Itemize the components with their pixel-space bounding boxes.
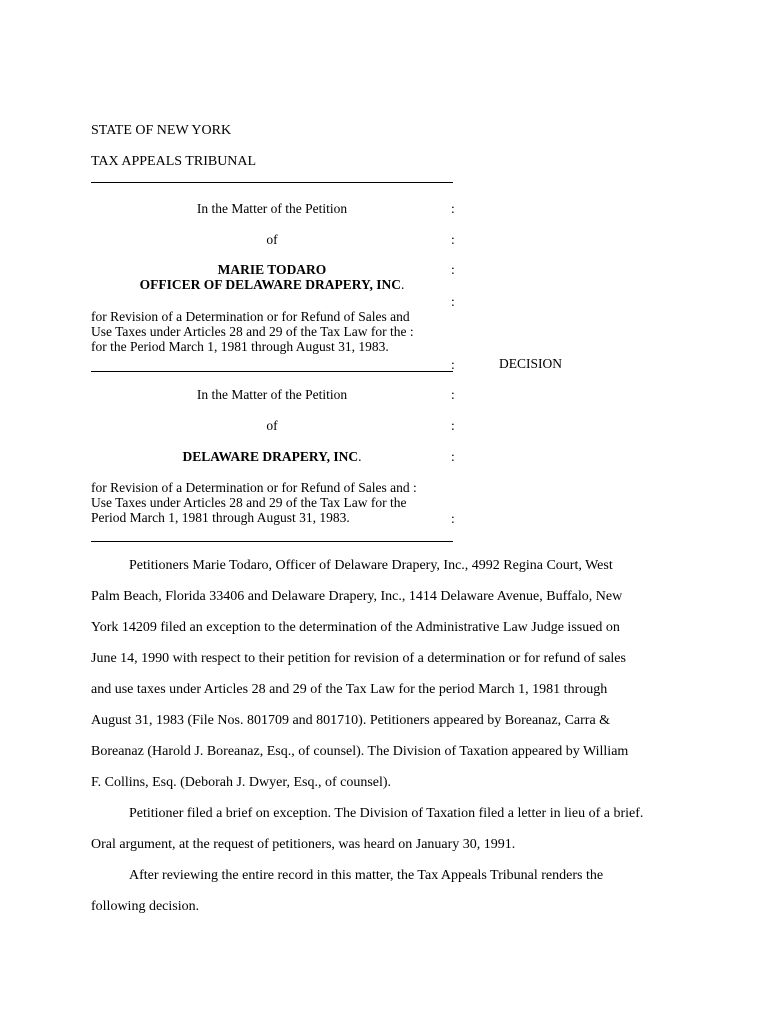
caption-colon: : <box>451 201 455 216</box>
caption-colon: : <box>451 294 455 309</box>
tribunal-heading: TAX APPEALS TRIBUNAL <box>91 154 257 169</box>
body-line: Palm Beach, Florida 33406 and Delaware Drapery, Inc., 1414 Delaware Avenue, Buffalo, New <box>91 589 623 604</box>
caption2-name-text: DELAWARE DRAPERY, INC <box>182 449 359 464</box>
caption1-revision <box>91 309 453 354</box>
caption-top-rule <box>91 182 453 183</box>
body-line: Petitioners Marie Todaro, Officer of Delaware Drapery, Inc., 4992 Regina Court, West <box>129 558 613 573</box>
decision-label: DECISION <box>499 356 562 371</box>
body-line: following decision. <box>91 899 200 914</box>
body-paragraph-3 <box>91 860 681 922</box>
caption2-of: of <box>266 418 278 433</box>
caption1-name2-text: OFFICER OF DELAWARE DRAPERY, INC <box>139 277 402 292</box>
body-line: and use taxes under Articles 28 and 29 of the Tax Law for the period March 1, 1981 through <box>91 682 608 697</box>
body-line: After reviewing the entire record in this matter, the Tax Appeals Tribunal renders the <box>129 868 604 883</box>
body-line: June 14, 1990 with respect to their petition for revision of a determination or for refund of sales <box>91 651 626 666</box>
caption-colon: : <box>451 511 455 526</box>
state-heading: STATE OF NEW YORK <box>91 123 232 138</box>
caption-colon: : <box>451 232 455 247</box>
caption-colon: : <box>451 387 455 402</box>
body-line: Oral argument, at the request of petitioners, was heard on January 30, 1991. <box>91 837 516 852</box>
caption2-revision-line: Period March 1, 1981 through August 31, 1983. <box>91 510 350 525</box>
body-line: Petitioner filed a brief on exception. The Division of Taxation filed a letter in lieu of a brief. <box>129 806 644 821</box>
caption2-name <box>91 449 453 465</box>
body-line: August 31, 1983 (File Nos. 801709 and 801710). Petitioners appeared by Boreanaz, Carra & <box>91 713 611 728</box>
caption2-revision-line: for Revision of a Determination or for Refund of Sales and : <box>91 480 417 495</box>
caption1-revision-line: for the Period March 1, 1981 through August 31, 1983. <box>91 339 389 354</box>
caption1-name-line2 <box>91 277 453 293</box>
caption1-revision-line: Use Taxes under Articles 28 and 29 of the Tax Law for the : <box>91 324 414 339</box>
caption1-name-line1: MARIE TODARO <box>217 262 327 277</box>
body-paragraph-1 <box>91 550 681 798</box>
caption-colon: : <box>451 357 455 372</box>
caption2-matter: In the Matter of the Petition <box>196 387 348 402</box>
caption1-of: of <box>266 232 278 247</box>
body-line: F. Collins, Esq. (Deborah J. Dwyer, Esq., of counsel). <box>91 775 392 790</box>
caption-colon: : <box>451 418 455 433</box>
caption-middle-rule <box>91 371 453 372</box>
caption2-revision-line: Use Taxes under Articles 28 and 29 of the Tax Law for the <box>91 495 407 510</box>
body-paragraph-2 <box>91 798 681 860</box>
caption2-name-period: . <box>358 449 362 464</box>
caption1-matter: In the Matter of the Petition <box>196 201 348 216</box>
caption1-name2-period: . <box>401 277 405 292</box>
body-line: York 14209 filed an exception to the determination of the Administrative Law Judge issued on <box>91 620 620 635</box>
caption-bottom-rule <box>91 541 453 542</box>
caption-colon: : <box>451 449 455 464</box>
caption-colon: : <box>451 262 455 277</box>
body-line: Boreanaz (Harold J. Boreanaz, Esq., of counsel). The Division of Taxation appeared by William <box>91 744 629 759</box>
caption2-revision <box>91 480 453 525</box>
caption1-revision-line: for Revision of a Determination or for Refund of Sales and <box>91 309 410 324</box>
